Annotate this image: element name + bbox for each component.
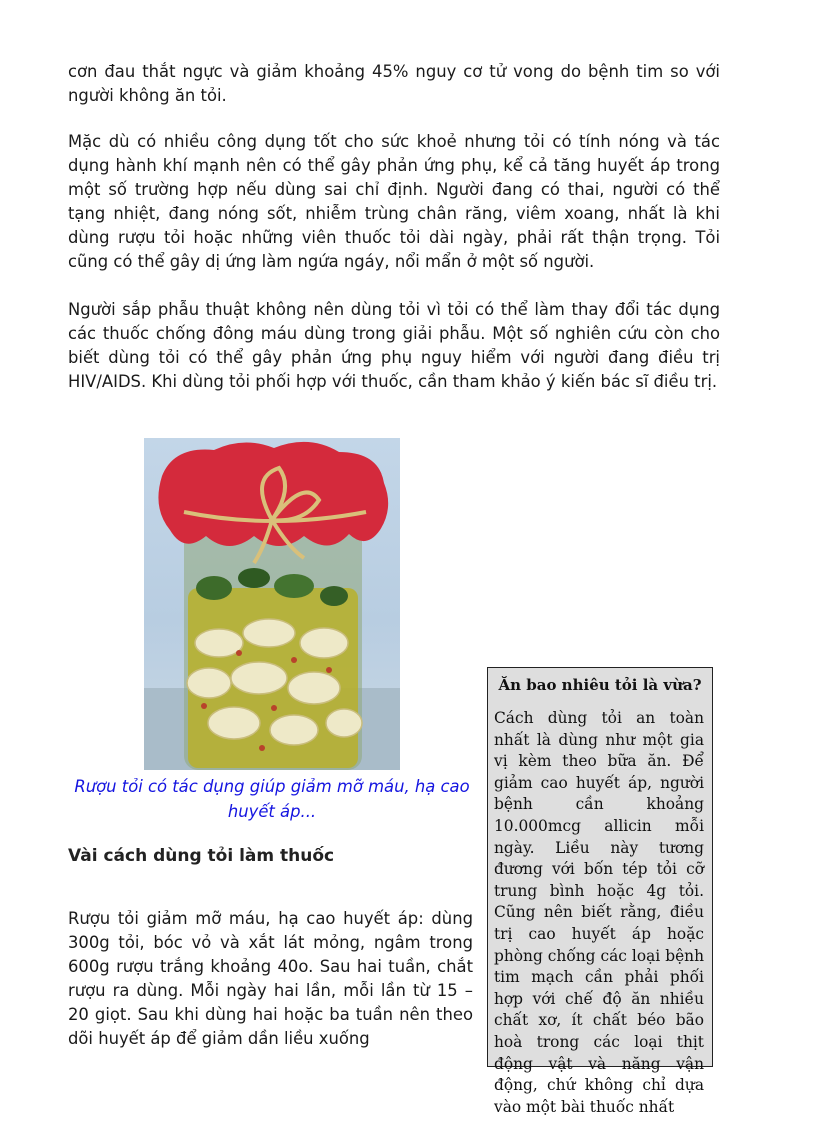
herb-leaf: [238, 568, 270, 588]
figure-caption: Rượu tỏi có tác dụng giúp giảm mỡ máu, hạ cao huyết áp...: [74, 777, 470, 821]
section-heading: Vài cách dùng tỏi làm thuốc: [68, 846, 335, 866]
red-cloth-cover: [158, 442, 388, 546]
paragraph-garlic-wine-recipe: Rượu tỏi giảm mỡ máu, hạ cao huyết áp: dùng 300g tỏi, bóc vỏ và xắt lát mỏng, ngâm trong 600g rượu trắng khoảng 40o. Sau hai tuần, chắt rượu ra dùng. Mỗi ngày hai lần, mỗi lần từ 15 – 20 giọt. Sau khi dùng hai hoặc ba tuần nên theo dõi huyết áp để giảm dần liều xuống: [68, 909, 473, 1048]
sidebar-title: Ăn bao nhiêu tỏi là vừa?: [498, 676, 702, 694]
paragraph-side-effects: Mặc dù có nhiều công dụng tốt cho sức khoẻ nhưng tỏi có tính nóng và tác dụng hành khí mạnh nên có thể gây phản ứng phụ, kể cả tăng huyết áp trong một số trường hợp nếu dùng sai chỉ định. Người đang có thai, người có thể tạng nhiệt, đang nóng sốt, nhiễm trùng chân răng, viêm xoang, nhất là khi dùng rượu tỏi hoặc những viên thuốc tỏi dài ngày, phải rất thận trọng. Tỏi cũng có thể gây dị ứng làm ngứa ngáy, nổi mẩn ở một số người.: [68, 132, 720, 271]
garlic-wine-jar-photo: [144, 438, 400, 770]
jar-illustration: [144, 438, 400, 770]
paragraph-surgery-warning: Người sắp phẫu thuật không nên dùng tỏi vì tỏi có thể làm thay đổi tác dụng các thuốc chống đông máu dùng trong giải phẫu. Một số nghiên cứu còn cho biết dùng tỏi có thể gây phản ứng phụ nguy hiểm với người đang điều trị HIV/AIDS. Khi dùng tỏi phối hợp với thuốc, cần tham khảo ý kiến bác sĩ điều trị.: [68, 300, 720, 391]
herb-leaf: [320, 586, 348, 606]
garlic-cloves: [187, 619, 362, 745]
herb-leaf: [196, 576, 232, 600]
sidebar-body: Cách dùng tỏi an toàn nhất là dùng như một gia vị kèm theo bữa ăn. Để giảm cao huyết áp, người bệnh cần khoảng 10.000mcg allicin mỗi ngày. Liều này tương đương với bốn tép tỏi cỡ trung bình hoặc 4g tỏi. Cũng nên biết rằng, điều trị cao huyết áp hoặc phòng chống các loại bệnh tim mạch cần phải phối hợp với chế độ ăn nhiều chất xơ, ít chất béo bão hoà trong các loại thịt động vật và năng vận động, chứ không chỉ dựa vào một bài thuốc nhất: [494, 709, 704, 1116]
herb-leaf: [274, 574, 314, 598]
paragraph-intro: cơn đau thắt ngực và giảm khoảng 45% nguy cơ tử vong do bệnh tim so với người không ăn tỏi.: [68, 62, 720, 105]
sidebar-box: [487, 667, 713, 1116]
